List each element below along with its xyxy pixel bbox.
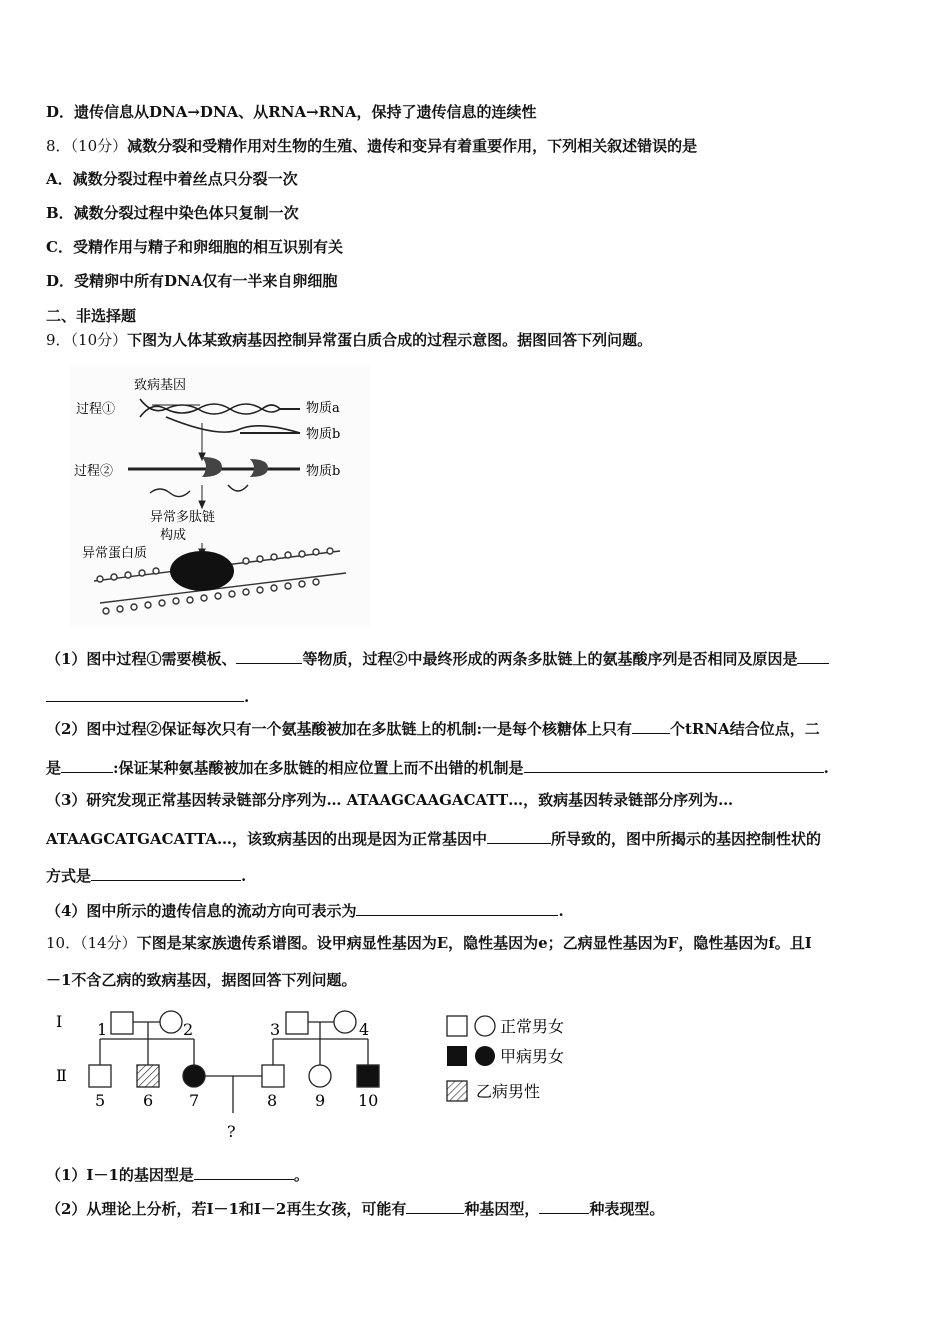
q7-option-d: D．遗传信息从DNA→DNA、从RNA→RNA，保持了遗传信息的连续性 bbox=[46, 103, 537, 121]
q9-sub3-line1: （3）研究发现正常基因转录链部分序列为… ATAAGCAAGACATT…，致病基因转录链部分序列为… bbox=[46, 791, 734, 809]
label-substance-b-1: 物质b bbox=[306, 427, 341, 442]
q9-sub3-line2: ATAAGCATGACATTA…，该致病基因的出现是因为正常基因中 所导致的，图中所揭示的基因控制性状的 bbox=[46, 830, 821, 848]
legend-normal: 正常男女 bbox=[500, 1017, 565, 1036]
svg-text:9: 9 bbox=[315, 1091, 326, 1110]
label-process-2: 过程② bbox=[74, 464, 114, 479]
q10-number: 10．（14分） bbox=[46, 934, 137, 952]
answer-blank[interactable] bbox=[524, 757, 824, 773]
q10-stem-line1: 10．（14分）下图是某家族遗传系谱图。设甲病显性基因为E，隐性基因为e；乙病显性基因为F，隐性基因为f。且Ⅰ bbox=[46, 934, 812, 952]
svg-text:4: 4 bbox=[359, 1020, 370, 1039]
svg-text:1: 1 bbox=[97, 1020, 108, 1039]
q10-stem-line2: －1不含乙病的致病基因，据图回答下列问题。 bbox=[46, 971, 357, 989]
svg-text:8: 8 bbox=[267, 1091, 278, 1110]
individual-i-1 bbox=[111, 1012, 133, 1034]
q9-sub2-line1: （2）图中过程②保证每次只有一个氨基酸被加在多肽链上的机制:一是每个核糖体上只有 个tRNA结合位点，二 bbox=[46, 720, 820, 738]
answer-blank[interactable] bbox=[632, 718, 670, 734]
individual-ii-6 bbox=[137, 1065, 159, 1087]
legend-disease-jia: 甲病男女 bbox=[500, 1047, 565, 1066]
generation-label-i: Ⅰ bbox=[56, 1012, 63, 1031]
answer-blank[interactable] bbox=[91, 865, 241, 881]
answer-blank[interactable] bbox=[61, 757, 113, 773]
individual-ii-10 bbox=[357, 1065, 379, 1087]
abnormal-protein-shape bbox=[170, 551, 234, 591]
q9-stem bbox=[46, 330, 652, 350]
q8-option-b: B．减数分裂过程中染色体只复制一次 bbox=[46, 204, 299, 222]
individual-ii-8 bbox=[262, 1065, 284, 1087]
label-substance-b-2: 物质b bbox=[306, 464, 341, 479]
q10-sub2: （2）从理论上分析，若Ⅰ－1和Ⅰ－2再生女孩，可能有 种基因型， 种表现型。 bbox=[46, 1200, 665, 1218]
q10-sub1: （1）Ⅰ－1的基因型是 。 bbox=[46, 1166, 309, 1184]
q9-sub1-line2: . bbox=[46, 686, 249, 707]
q8-stem bbox=[46, 136, 697, 156]
individual-i-2 bbox=[160, 1011, 182, 1033]
q9-sub3-line3: 方式是 . bbox=[46, 867, 247, 885]
q8-option-c: C．受精作用与精子和卵细胞的相互识别有关 bbox=[46, 238, 343, 256]
individual-ii-7 bbox=[183, 1065, 205, 1087]
pedigree-legend bbox=[447, 1016, 564, 1101]
answer-blank[interactable] bbox=[46, 686, 244, 702]
answer-blank[interactable] bbox=[236, 648, 302, 664]
q9-number: 9．（10分） bbox=[46, 331, 128, 349]
label-abnormal-polypeptide: 异常多肽链 bbox=[150, 510, 216, 525]
answer-blank[interactable] bbox=[539, 1198, 589, 1214]
svg-text:3: 3 bbox=[270, 1020, 281, 1039]
generation-label-ii: Ⅱ bbox=[56, 1066, 67, 1085]
unknown-child: ? bbox=[227, 1122, 236, 1141]
label-substance-a: 物质a bbox=[306, 401, 340, 416]
gene-expression-diagram bbox=[70, 365, 370, 627]
pedigree-chart bbox=[50, 1005, 590, 1145]
answer-blank[interactable] bbox=[406, 1198, 464, 1214]
label-forms: 构成 bbox=[160, 528, 187, 543]
q9-text: 下图为人体某致病基因控制异常蛋白质合成的过程示意图。据图回答下列问题。 bbox=[127, 331, 653, 349]
individual-i-4 bbox=[334, 1011, 356, 1033]
svg-text:10: 10 bbox=[358, 1091, 379, 1110]
individual-ii-9 bbox=[309, 1065, 331, 1087]
q9-sub4: （4）图中所示的遗传信息的流动方向可表示为 . bbox=[46, 902, 564, 920]
q9-sub2-line2: 是 :保证某种氨基酸被加在多肽链的相应位置上而不出错的机制是 . bbox=[46, 759, 829, 777]
svg-text:2: 2 bbox=[183, 1020, 194, 1039]
svg-text:6: 6 bbox=[143, 1091, 154, 1110]
svg-text:7: 7 bbox=[189, 1091, 200, 1110]
label-pathogenic-gene: 致病基因 bbox=[134, 378, 187, 393]
q8-text: 减数分裂和受精作用对生物的生殖、遗传和变异有着重要作用，下列相关叙述错误的是 bbox=[127, 137, 698, 155]
answer-blank[interactable] bbox=[194, 1164, 294, 1180]
individual-i-3 bbox=[286, 1012, 308, 1034]
section-heading: 二、非选择题 bbox=[46, 307, 137, 325]
label-abnormal-protein: 异常蛋白质 bbox=[82, 546, 148, 561]
q9-sub1-line1: （1）图中过程①需要模板、 等物质，过程②中最终形成的两条多肽链上的氨基酸序列是否相同及原因是 bbox=[46, 648, 829, 669]
individual-ii-5 bbox=[89, 1065, 111, 1087]
legend-disease-yi: 乙病男性 bbox=[476, 1082, 541, 1101]
q8-option-a: A．减数分裂过程中着丝点只分裂一次 bbox=[46, 170, 298, 188]
svg-text:5: 5 bbox=[95, 1091, 106, 1110]
q8-number: 8．（10分） bbox=[46, 137, 128, 155]
q8-option-d: D．受精卵中所有DNA仅有一半来自卵细胞 bbox=[46, 272, 338, 290]
answer-blank[interactable] bbox=[487, 828, 551, 844]
label-process-1: 过程① bbox=[76, 402, 116, 417]
answer-blank[interactable] bbox=[356, 900, 558, 916]
answer-blank[interactable] bbox=[797, 648, 829, 664]
